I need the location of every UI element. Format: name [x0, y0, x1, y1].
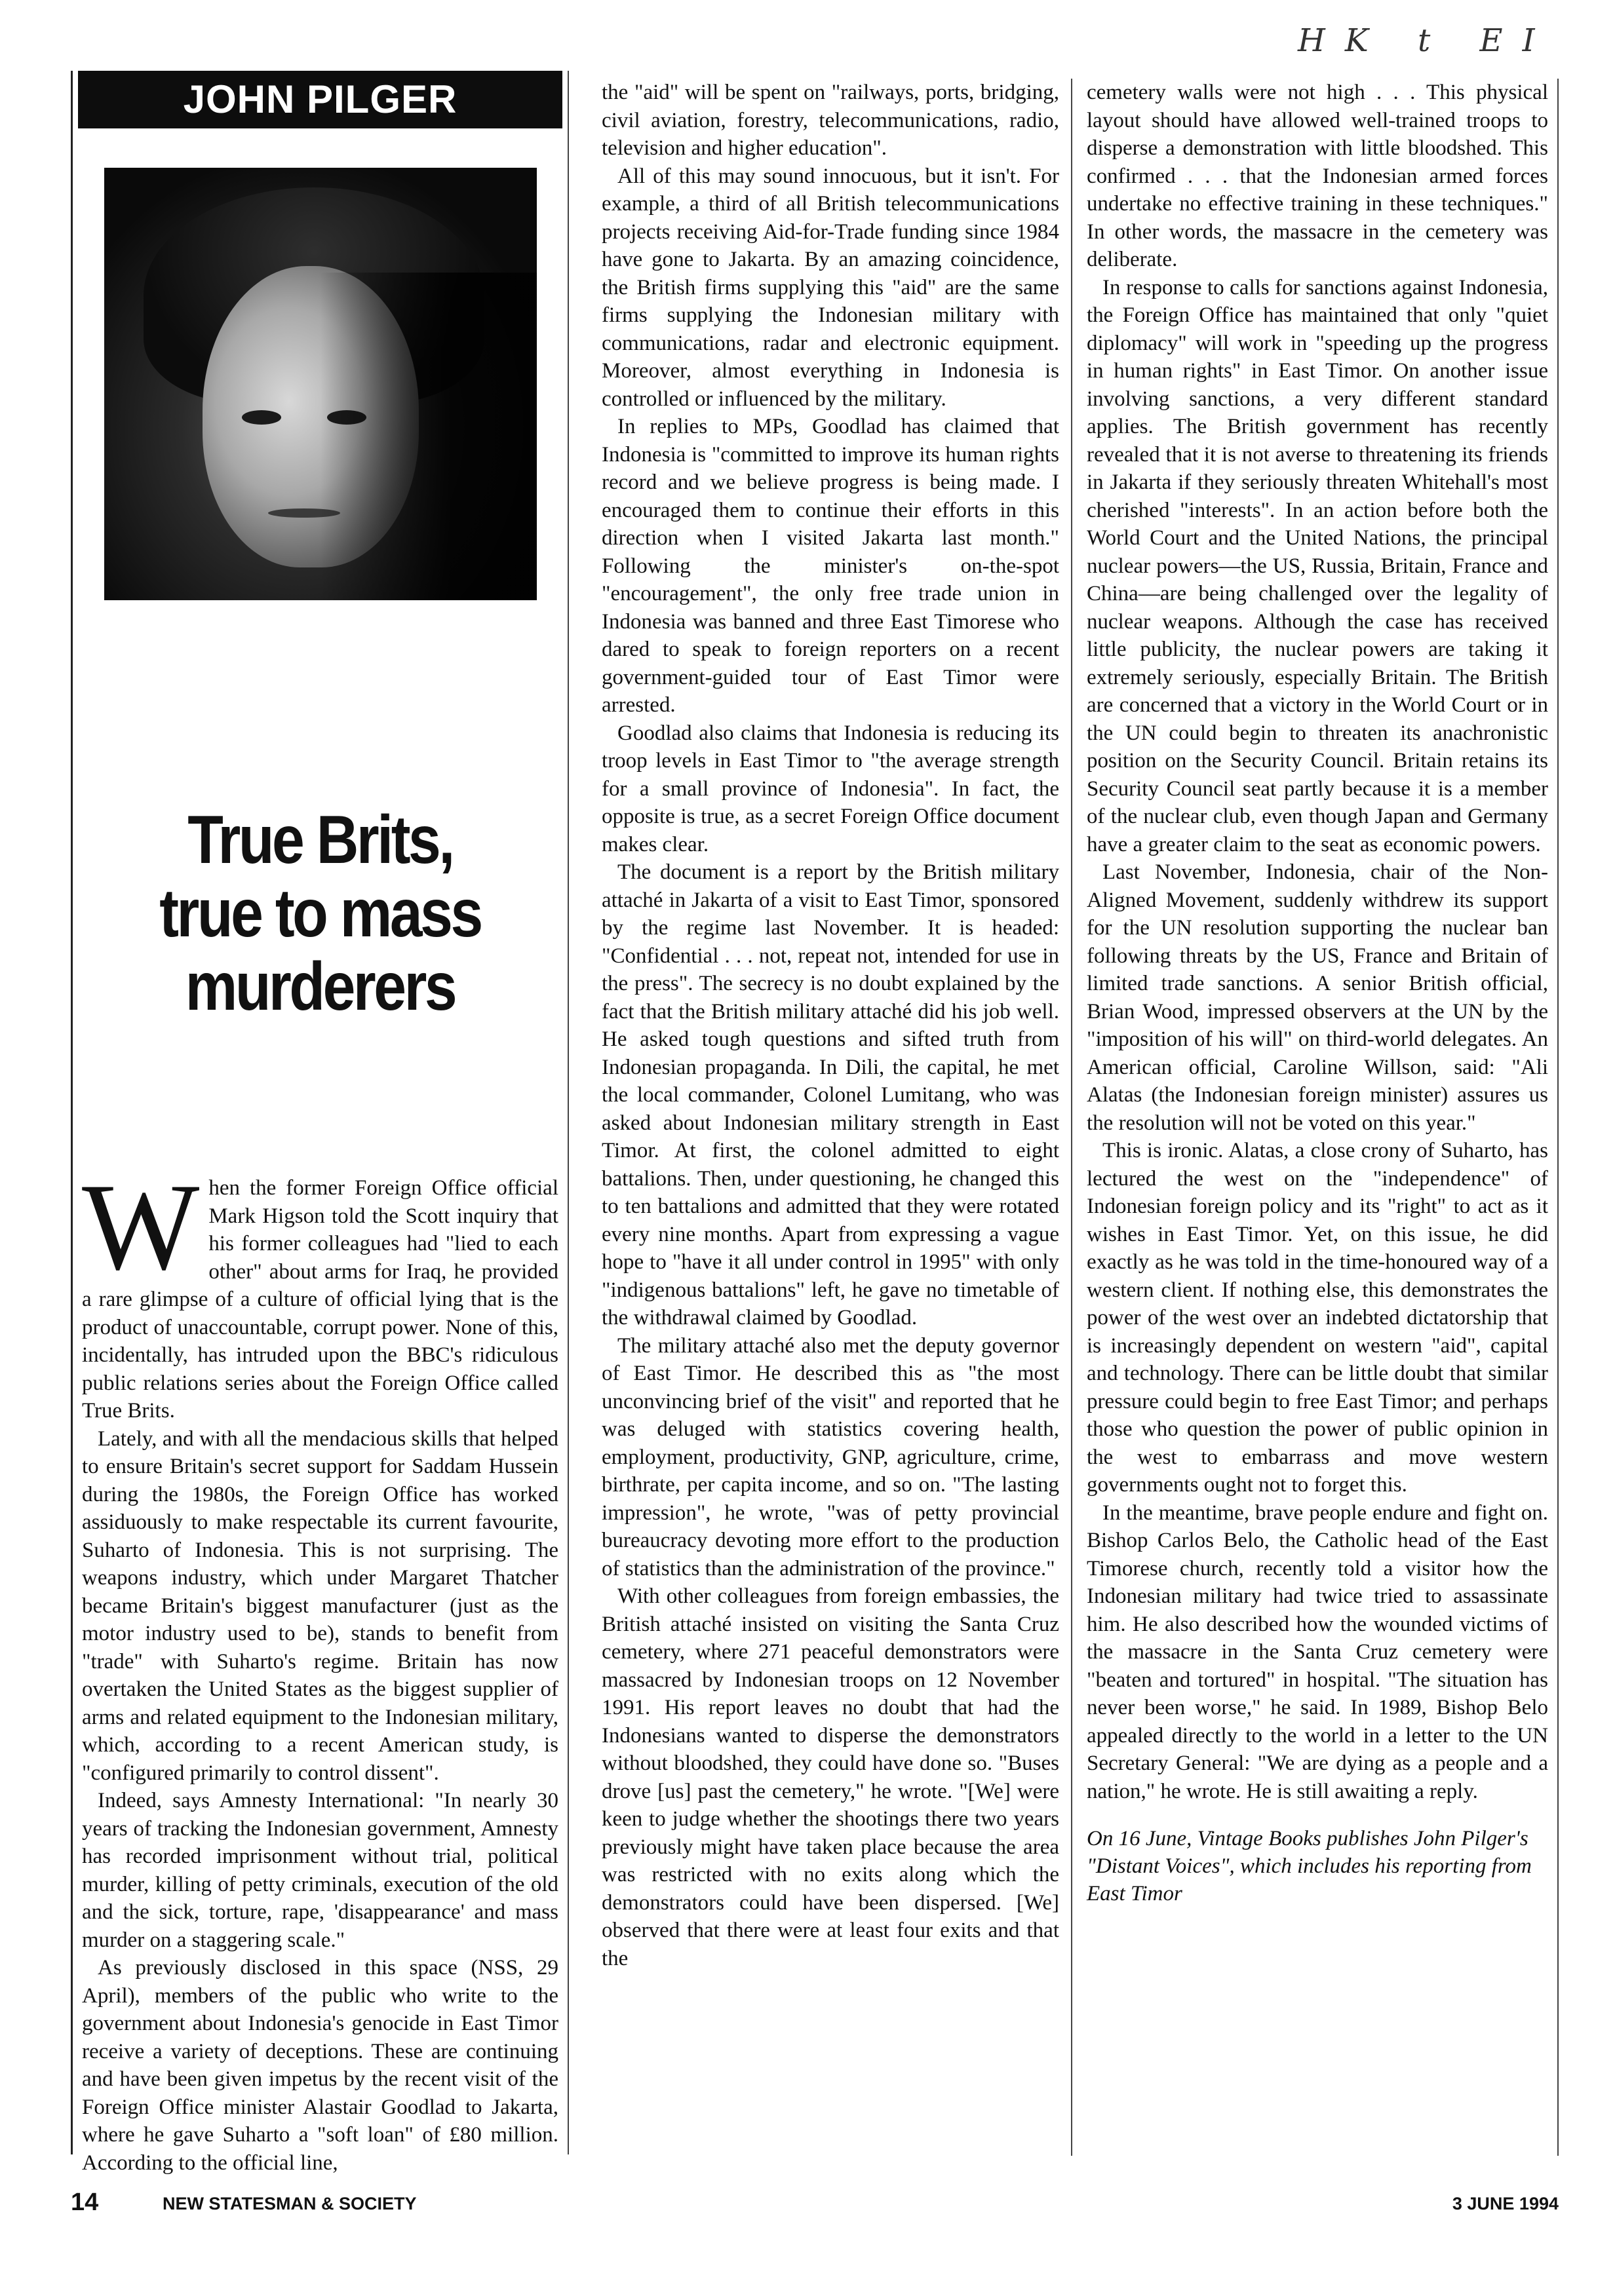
- article-body-col1: [82, 1158, 558, 2177]
- issue-date: 3 JUNE 1994: [1452, 2194, 1559, 2213]
- author-note: On 16 June, Vintage Books publishes John Pilger's "Distant Voices", which includes his reporting from East Timor: [1087, 1827, 1532, 1905]
- paragraph: cemetery walls were not high . . . This physical layout should have allowed well-trained troops to disperse a demonstration with little bloodshed. This confirmed . . . that the Indonesian armed forces undertake no effective training in these techniques." In other words, the massacre in the cemetery was deliberate.: [1087, 81, 1548, 271]
- page-footer: [71, 2189, 1559, 2221]
- paragraph: This is ironic. Alatas, a close crony of Suharto, has lectured the west on the "independence" of Indonesian foreign policy and its "right" to act as it wishes in East Timor. Yet, on this issue, he did exactly as he was told in the time-honoured way of a western client. If nothing else, this demonstrates the power of the west over an indebted dictatorship that is increasingly dependent on western "aid", capital and technology. There can be little doubt that similar pressure could begin to free East Timor; and perhaps those who question the power of public opinion in the west to embarrass and move western governments ought not to forget this.: [1087, 1139, 1548, 1497]
- paragraph: Lately, and with all the mendacious skills that helped to ensure Britain's secret support for Saddam Hussein during the 1980s, the Foreign Office has worked assiduously to make respectable its current favourite, Suharto of Indonesia. This is not surprising. The weapons industry, which under Margaret Thatcher became Britain's biggest manufacturer (just as the motor industry used to be), stands to benefit from "trade" with Suharto's regime. Britain has now overtaken the United States as the biggest supplier of arms and related equipment to the Indonesian military, which, according to a recent American study, is "configured primarily to control dissent".: [82, 1426, 558, 1785]
- portrait-left-eye: [242, 410, 281, 425]
- headline-line-1: True Brits,: [187, 802, 453, 878]
- author-portrait-photo: [104, 168, 537, 600]
- byline: JOHN PILGER: [78, 71, 562, 128]
- headline-line-2: true to mass: [159, 875, 481, 951]
- page-number: 14: [71, 2189, 99, 2216]
- column-3: [1087, 79, 1559, 2156]
- portrait-shadow: [321, 273, 537, 600]
- paragraph: The military attaché also met the deputy governor of East Timor. He described this as "the most unconvincing brief of the visit" and reported that he was deluged with statistics covering health, employment, productivity, GNP, agriculture, crime, birthrate, per capita income, and so on. "The lasting impression", he wrote, "was of petty provincial bureaucracy devoting more effort to the production of statistics than the administration of the province.": [602, 1333, 1059, 1580]
- paragraph: The document is a report by the British military attaché in Jakarta of a visit to East Timor, sponsored by the regime last November. It is headed: "Confidential . . . not, repeat not, intended for use in the press". The secrecy is no doubt explained by the fact that the British military attaché did his job well. He asked tough questions and sifted truth from Indonesian propaganda. In Dili, the capital, he met the local commander, Colonel Lumitang, who was asked about Indonesian military strength in East Timor. At first, the colonel admitted to eight battalions. Then, under questioning, he changed this to ten battalions and admitted that they were rotated every nine months. Apart from expressing a vague hope to "have it all under control in 1995" with only "indigenous battalions" left, he gave no timetable of the withdrawal claimed by Goodlad.: [602, 860, 1059, 1330]
- column-1: [71, 71, 569, 2175]
- paragraph: In response to calls for sanctions against Indonesia, the Foreign Office has maintained that only "quiet diplomacy" will work in "speeding up the progress in human rights" in East Timor. On another issue involving sanctions, a very different standard applies. The British government has recently revealed that it is not averse to threatening its friends in Jakarta if they seriously threaten Whitehall's most cherished "interests". In an action before both the World Court and the United Nations, the principal nuclear powers—the US, Russia, Britain, France and China—are being challenged over the legality of nuclear weapons. Although the case has received little publicity, the nuclear powers are taking it extremely seriously, especially Britain. The British are concerned that a victory in the World Court or in the UN could begin to threaten its anachronistic position on the Security Council. Britain retains its Security Council seat partly because it is a member of the nuclear club, even though Japan and Germany have a greater claim to the seat as economic powers.: [1087, 275, 1548, 856]
- paragraph: the "aid" will be spent on "railways, ports, bridging, civil aviation, forestry, telecommunications, radio, television and higher education".: [602, 81, 1059, 160]
- paragraph: In replies to MPs, Goodlad has claimed that Indonesia is "committed to improve its human rights record and we believe progress is being made. I encouraged them to continue their efforts in this direction when I visited Jakarta last month." Following the minister's on-the-spot "encouragement", the only free trade union in Indonesia was banned and three East Timorese who dared to speak to foreign reporters on a recent government-guided tour of East Timor were arrested.: [602, 415, 1059, 717]
- article-body-col3: [1087, 79, 1548, 1805]
- handwritten-note: HK t EI: [1298, 22, 1555, 59]
- paragraph: As previously disclosed in this space (NSS, 29 April), members of the public who write to the government about Indonesia's genocide in East Timor receive a variety of deceptions. These are continuing and have been given impetus by the recent visit of the Foreign Office minister Alastair Goodlad to Jakarta, where he gave Suharto a "soft loan" of £80 million. According to the official line,: [82, 1956, 558, 2175]
- column-2: [602, 79, 1072, 2156]
- dropcap: W: [82, 1158, 200, 1296]
- paragraph: Goodlad also claims that Indonesia is reducing its troop levels in East Timor to "the average strength for a small province of Indonesia". In fact, the opposite is true, as a secret Foreign Office document makes clear.: [602, 721, 1059, 856]
- headline: [115, 803, 525, 1024]
- paragraph: Last November, Indonesia, chair of the Non-Aligned Movement, suddenly withdrew its support for the UN resolution supporting the nuclear ban following threats by the US, France and Britain of limited trade sanctions. A senior British official, Brian Wood, impressed observers at the UN by the "imposition of his will" on third-world delegates. An American official, Caroline Willson, said: "Ali Alatas (the Indonesian foreign minister) assures us the resolution will not be voted on this year.": [1087, 860, 1548, 1135]
- headline-line-3: murderers: [185, 949, 456, 1025]
- paragraph: Indeed, says Amnesty International: "In nearly 30 years of tracking the Indonesian government, Amnesty has recorded imprisonment without trial, political murder, killing of petty criminals, execution of the old and the sick, torture, rape, 'disappearance' and mass murder on a staggering scale.": [82, 1789, 558, 1952]
- paragraph: All of this may sound innocuous, but it isn't. For example, a third of all British telecommunications projects receiving Aid-for-Trade funding since 1984 have gone to Jakarta. By an amazing coincidence, the British firms supplying this "aid" are the same firms supplying the Indonesian military with communications, radar and electronic equipment. Moreover, almost everything in Indonesia is controlled or influenced by the military.: [602, 164, 1059, 411]
- paragraph: With other colleagues from foreign embassies, the British attaché insisted on visiting the Santa Cruz cemetery, where 271 peaceful demonstrators were massacred by Indonesian troops on 12 November 1991. His report leaves no doubt that had the Indonesians wanted to disperse the demonstrators without bloodshed, they could have done so. "Buses drove [us] past the cemetery," he wrote. "[We] were keen to judge whether the shootings there two years previously might have taken place because the area was restricted with no exits along which the demonstrators could have been dispersed. [We] observed that there were at least four exits and that the: [602, 1584, 1059, 1970]
- paragraph: In the meantime, brave people endure and fight on. Bishop Carlos Belo, the Catholic head of the East Timorese church, recently told a visitor how the Indonesian military had twice tried to assassinate him. He also described how the wounded victims of the massacre in the Santa Cruz cemetery were "beaten and tortured" in hospital. "The situation has never been worse," he said. In 1989, Bishop Belo appealed directly to the world in a letter to the UN Secretary General: "We are dying as a people and a nation," he wrote. He is still awaiting a reply.: [1087, 1501, 1548, 1803]
- paragraph: When the former Foreign Office official Mark Higson told the Scott inquiry that his former colleagues had "lied to each other" about arms for Iraq, he provided a rare glimpse of a culture of official lying that is the product of unaccountable, corrupt power. None of this, incidentally, has intruded upon the BBC's ridiculous public relations series about the Foreign Office called True Brits.: [82, 1158, 558, 1423]
- article-body-col2: [602, 79, 1059, 1972]
- magazine-name: NEW STATESMAN & SOCIETY: [163, 2194, 417, 2213]
